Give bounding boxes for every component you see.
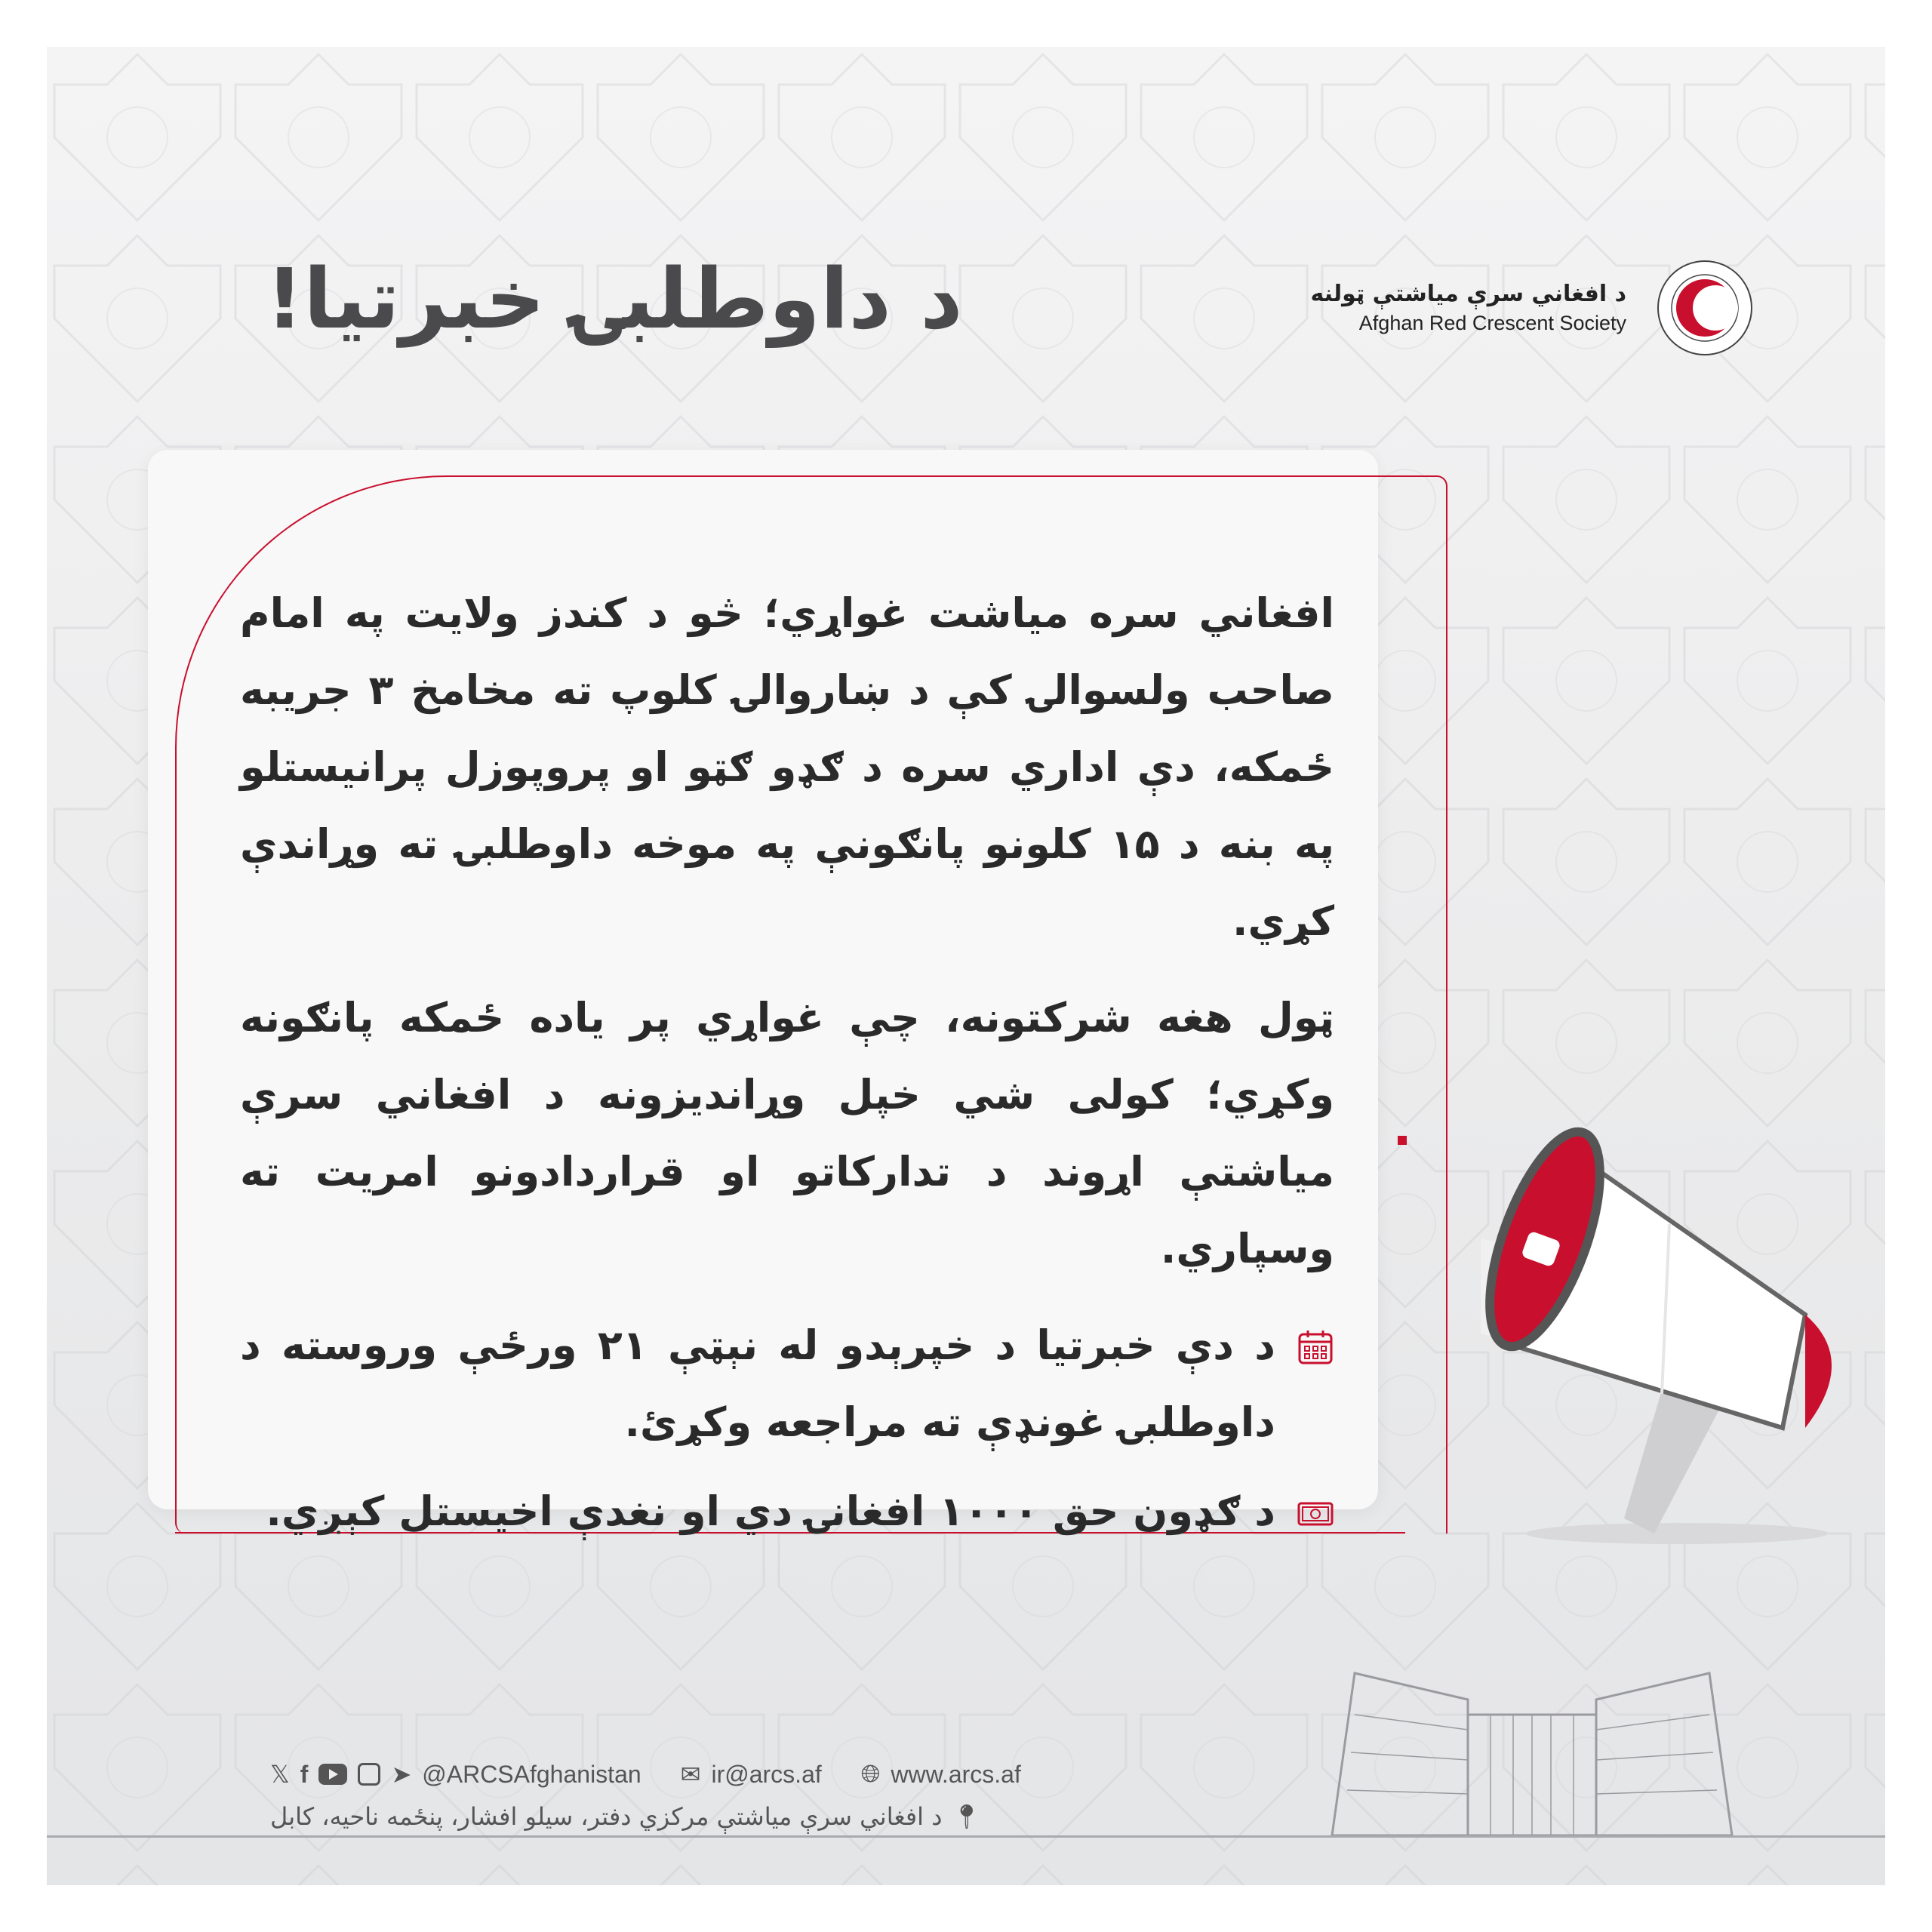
megaphone-icon <box>1481 1126 1873 1549</box>
bullet-fee <box>240 1473 1334 1550</box>
email-icon: ✉ <box>680 1761 701 1788</box>
contact-footer <box>270 1760 1070 1831</box>
bullet-fee-text: د ګډون حق ۱۰۰۰ افغانۍ دي او نغدې اخیستل کېږي. <box>266 1487 1275 1535</box>
paragraph-intro: افغاني سره میاشت غواړي؛ څو د کندز ولایت په امام صاحب ولسوالۍ کې د ښاروالۍ کلوپ ته مخامخ ۳ جریبه ځمکه، دې اداري سره د ګډو ګټو او پروپوزل پرانیستلو په بنه د ۱۵ کلونو پانګونې په موخه داوطلبۍ ته وړاندې کړي. <box>240 589 1335 945</box>
address-text: د افغاني سرې میاشتې مرکزي دفتر، سیلو افشار، پنځمه ناحیه، کابل <box>270 1802 943 1831</box>
org-logo <box>1310 260 1753 356</box>
telegram-icon[interactable]: ➤ <box>391 1761 412 1788</box>
org-name-pashto: د افغاني سرې میاشتې ټولنه <box>1310 281 1626 307</box>
headquarters-building-illustration <box>1324 1669 1740 1837</box>
location-pin-icon: 📍︎ <box>951 1802 983 1831</box>
website-link[interactable]: www.arcs.af <box>891 1760 1021 1788</box>
red-crescent-emblem-icon <box>1657 260 1753 356</box>
org-name-english: Afghan Red Crescent Society <box>1358 312 1626 334</box>
money-icon <box>1297 1494 1334 1532</box>
notice-body <box>240 575 1334 1550</box>
page-title: د داوطلبۍ خبرتیا! <box>266 251 963 347</box>
poster <box>47 47 1885 1885</box>
ground-line <box>47 1835 1885 1838</box>
paragraph-invitation: ټول هغه شرکتونه، چې غواړي پر یاده ځمکه پانګونه وکړي؛ کولی شي خپل وړاندیزونه د افغاني سرې میاشتې اړوند د تدارکاتو او قراردادونو امریت ته وسپاري. <box>240 994 1334 1272</box>
youtube-icon[interactable] <box>318 1764 347 1785</box>
bullet-deadline-text: د دې خبرتیا د خپرېدو له نېټې ۲۱ ورځې وروسته د داوطلبۍ غونډې ته مراجعه وکړئ. <box>240 1321 1275 1446</box>
x-twitter-icon[interactable]: 𝕏 <box>270 1761 290 1788</box>
globe-icon: 🌐︎ <box>860 1760 881 1787</box>
calendar-icon <box>1297 1328 1334 1366</box>
bullet-deadline <box>240 1307 1334 1461</box>
facebook-icon[interactable]: f <box>300 1760 309 1788</box>
instagram-icon[interactable] <box>358 1763 380 1786</box>
email-link[interactable]: ir@arcs.af <box>711 1760 822 1788</box>
decorative-red-square <box>1398 1136 1407 1145</box>
social-handle[interactable]: @ARCSAfghanistan <box>422 1760 641 1788</box>
